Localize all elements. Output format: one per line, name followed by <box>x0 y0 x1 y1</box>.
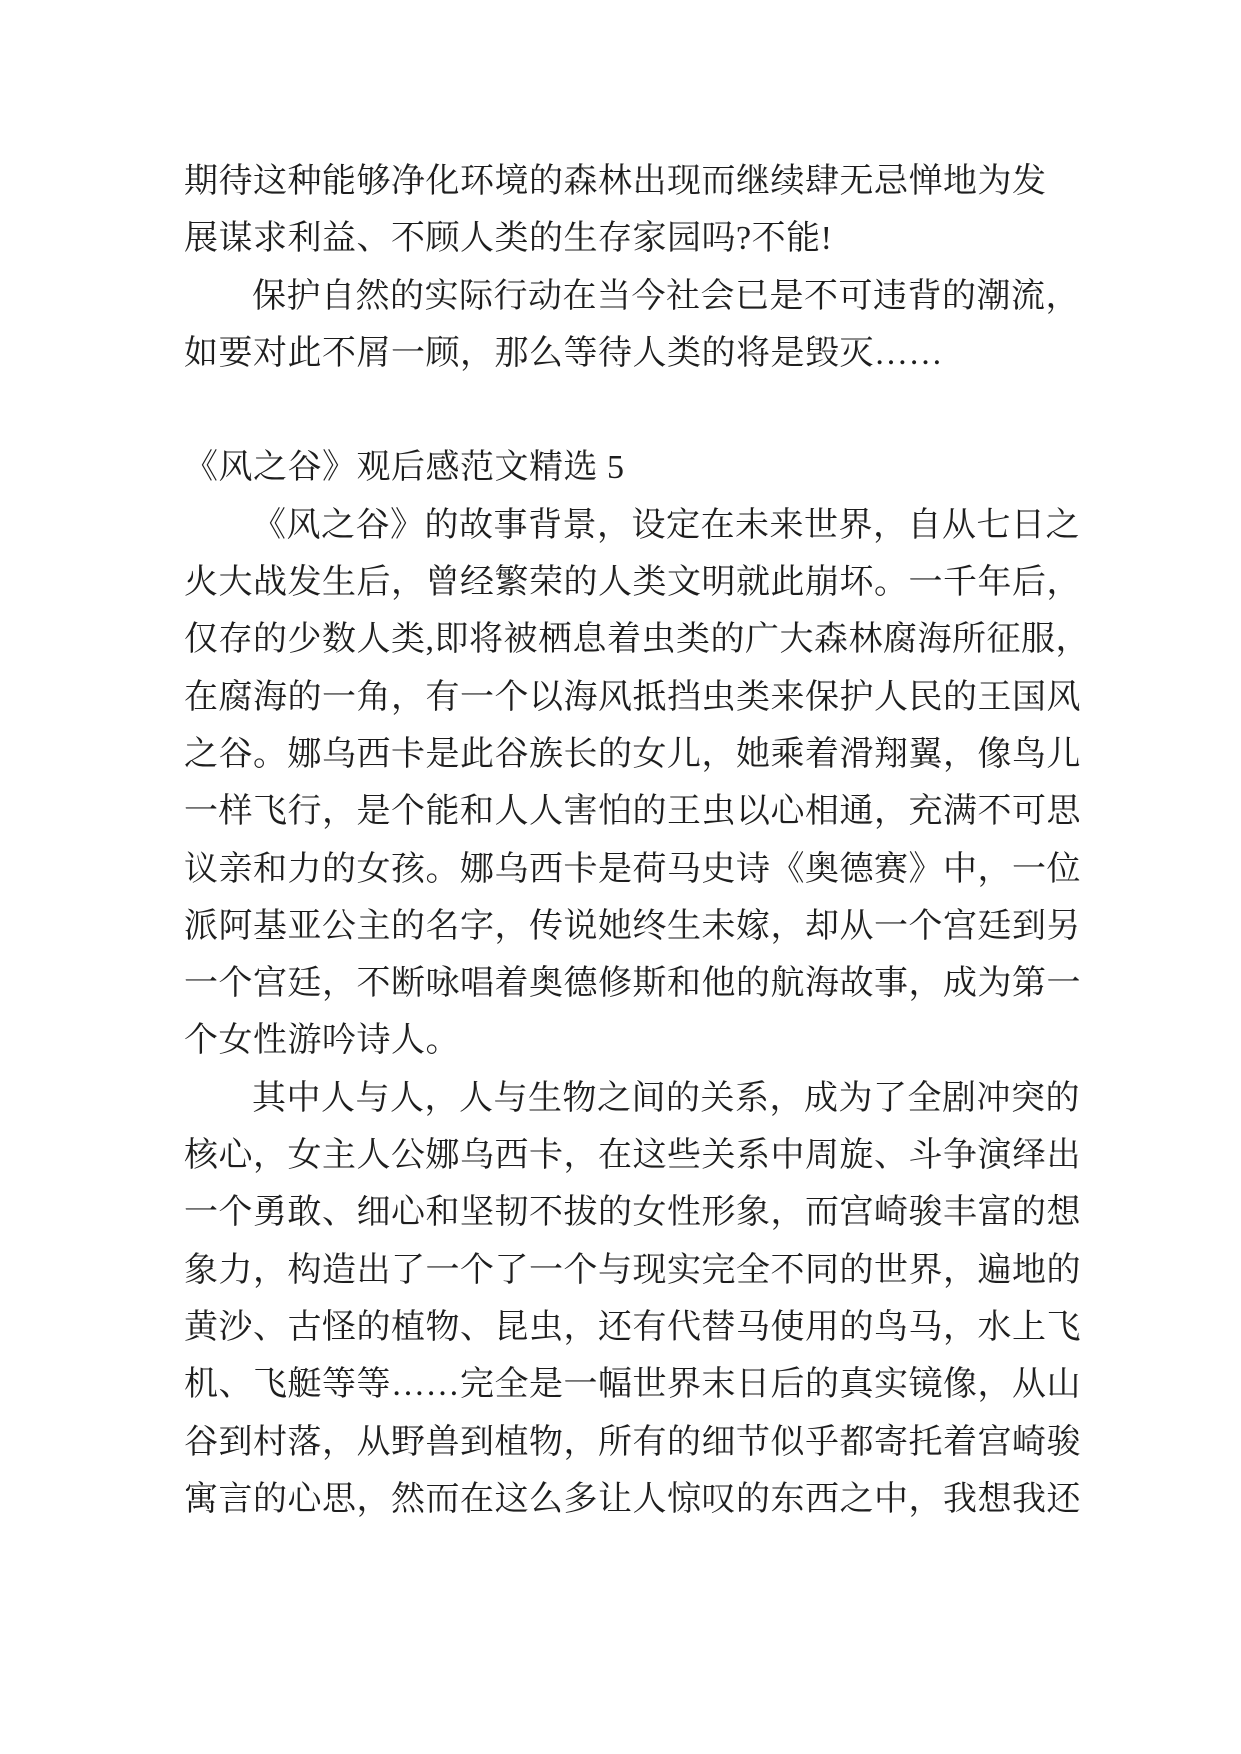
text-line: 象力，构造出了一个了一个与现实完全不同的世界，遍地的 <box>184 1251 1081 1289</box>
text-line: 在腐海的一角，有一个以海风抵挡虫类来保护人民的王国风 <box>184 678 1081 716</box>
text-line: 谷到村落，从野兽到植物，所有的细节似乎都寄托着宫崎骏 <box>184 1423 1081 1461</box>
text-line: 《风之谷》的故事背景，设定在未来世界，自从七日之 <box>252 506 1080 544</box>
text-line: 机、飞艇等等……完全是一幅世界末日后的真实镜像，从山 <box>184 1366 1081 1404</box>
text-line: 一样飞行，是个能和人人害怕的王虫以心相通，充满不可思 <box>184 793 1081 831</box>
text-line: 其中人与人，人与生物之间的关系，成为了全剧冲突的 <box>252 1079 1080 1117</box>
text-line: 展谋求利益、不顾人类的生存家园吗?不能! <box>184 220 833 258</box>
blank-line <box>184 382 1191 439</box>
text-line: 保护自然的实际行动在当今社会已是不可违背的潮流， <box>252 277 1080 315</box>
text-line: 派阿基亚公主的名字，传说她终生未嫁，却从一个宫廷到另 <box>184 907 1081 945</box>
text-line: 一个勇敢、细心和坚韧不拔的女性形象，而宫崎骏丰富的想 <box>184 1194 1081 1232</box>
text-line: 议亲和力的女孩。娜乌西卡是荷马史诗《奥德赛》中，一位 <box>184 850 1081 888</box>
text-line: 一个宫廷，不断咏唱着奥德修斯和他的航海故事，成为第一 <box>184 965 1081 1003</box>
text-line: 如要对此不屑一顾，那么等待人类的将是毁灭…… <box>184 334 943 372</box>
text-line: 核心，女主人公娜乌西卡，在这些关系中周旋、斗争演绎出 <box>184 1137 1081 1175</box>
text-line: 之谷。娜乌西卡是此谷族长的女儿，她乘着滑翔翼，像鸟儿 <box>184 735 1081 773</box>
text-line: 期待这种能够净化环境的森林出现而继续肆无忌惮地为发 <box>184 163 1047 200</box>
section-heading: 《风之谷》观后感范文精选 5 <box>184 449 625 487</box>
text-line: 寓言的心思，然而在这么多让人惊叹的东西之中，我想我还 <box>184 1480 1081 1518</box>
text-line: 个女性游吟诗人。 <box>184 1022 460 1060</box>
text-line: 仅存的少数人类,即将被栖息着虫类的广大森林腐海所征服， <box>184 621 1090 659</box>
text-line: 火大战发生后，曾经繁荣的人类文明就此崩坏。一千年后， <box>184 564 1081 602</box>
text-line: 黄沙、古怪的植物、昆虫，还有代替马使用的鸟马，水上飞 <box>184 1308 1081 1346</box>
